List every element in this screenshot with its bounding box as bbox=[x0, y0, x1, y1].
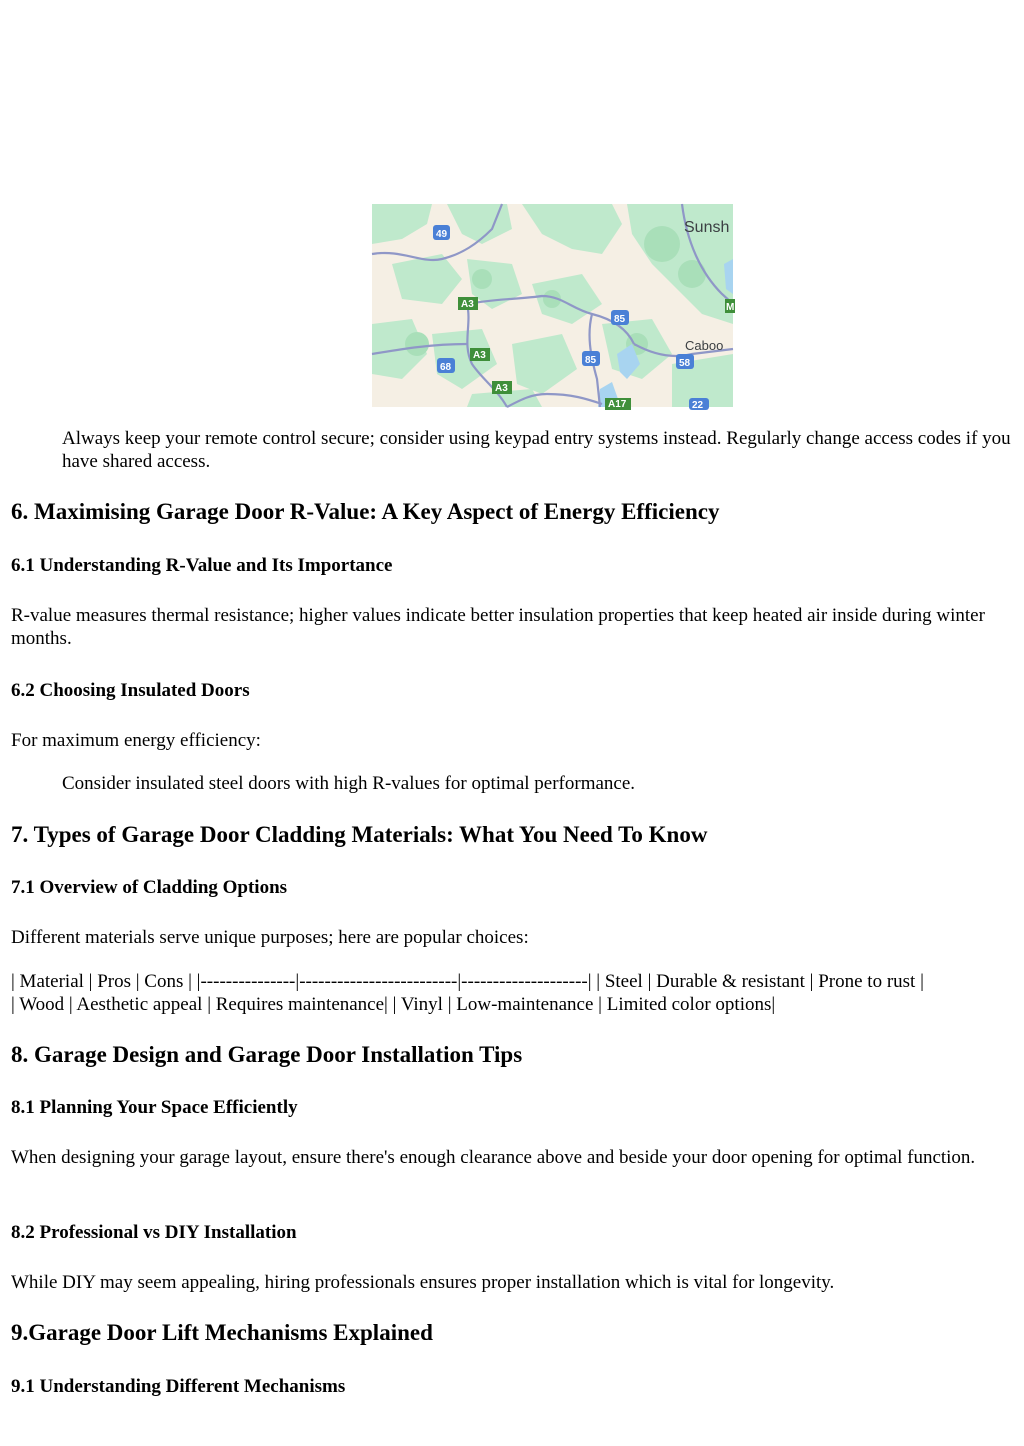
section-9-heading: 9.Garage Door Lift Mechanisms Explained bbox=[11, 1320, 433, 1345]
road-shield-49-label: 49 bbox=[436, 229, 448, 240]
section-8-heading: 8. Garage Design and Garage Door Installation Tips bbox=[11, 1042, 523, 1067]
section-9-1-heading: 9.1 Understanding Different Mechanisms bbox=[11, 1376, 346, 1397]
section-6-1-paragraph: R-value measures thermal resistance; higher values indicate better insulation properties that keep heated air inside during winter months. bbox=[11, 605, 985, 649]
section-6-2-paragraph: For maximum energy efficiency: bbox=[11, 730, 261, 751]
road-shield-22-label: 22 bbox=[692, 400, 704, 411]
section-7-heading: 7. Types of Garage Door Cladding Materials: What You Need To Know bbox=[11, 822, 708, 847]
section-6-heading: 6. Maximising Garage Door R-Value: A Key Aspect of Energy Efficiency bbox=[11, 499, 720, 524]
map-label-sunshine: Sunsh bbox=[684, 219, 730, 236]
road-shield-m-label: M bbox=[726, 302, 735, 313]
road-shield-a17-label: A17 bbox=[608, 399, 627, 410]
road-shield-85-1-label: 85 bbox=[614, 314, 626, 325]
section-7-1-heading: 7.1 Overview of Cladding Options bbox=[11, 877, 288, 898]
section-7-1-paragraph: Different materials serve unique purposes; here are popular choices: bbox=[11, 927, 529, 948]
section-6-2-list-item: Consider insulated steel doors with high R-values for optimal performance. bbox=[62, 773, 636, 794]
section-6-1-heading: 6.1 Understanding R-Value and Its Importance bbox=[11, 555, 393, 576]
road-shield-68-label: 68 bbox=[440, 362, 452, 373]
section-6-2-heading: 6.2 Choosing Insulated Doors bbox=[11, 680, 250, 701]
cladding-table-line-2: | Wood | Aesthetic appeal | Requires maintenance| | Vinyl | Low-maintenance | Limited color options| bbox=[11, 994, 776, 1015]
road-shield-85-2-label: 85 bbox=[585, 355, 597, 366]
section-8-1-paragraph: When designing your garage layout, ensure there's enough clearance above and beside your door opening for optimal function. bbox=[11, 1147, 976, 1168]
cladding-table-line-1: | Material | Pros | Cons | |---------------|-------------------------|--------------------| | Steel | Durable & resistant | Prone to rust | bbox=[11, 971, 924, 992]
road-shield-a3-1-label: A3 bbox=[461, 299, 474, 310]
section-8-2-heading: 8.2 Professional vs DIY Installation bbox=[11, 1222, 297, 1243]
section-8-1-heading: 8.1 Planning Your Space Efficiently bbox=[11, 1097, 298, 1118]
intro-paragraph: Always keep your remote control secure; consider using keypad entry systems instead. Regularly change access codes if you have shared access. bbox=[62, 428, 1011, 472]
section-8-2-paragraph: While DIY may seem appealing, hiring professionals ensures proper installation which is vital for longevity. bbox=[11, 1272, 835, 1293]
road-shield-a3-3-label: A3 bbox=[495, 383, 508, 394]
map-graphic bbox=[372, 204, 735, 411]
road-shield-a3-2-label: A3 bbox=[473, 350, 486, 361]
map-label-caboolture: Caboo bbox=[685, 338, 724, 353]
road-shield-58-label: 58 bbox=[679, 358, 691, 369]
map-image bbox=[372, 204, 735, 411]
